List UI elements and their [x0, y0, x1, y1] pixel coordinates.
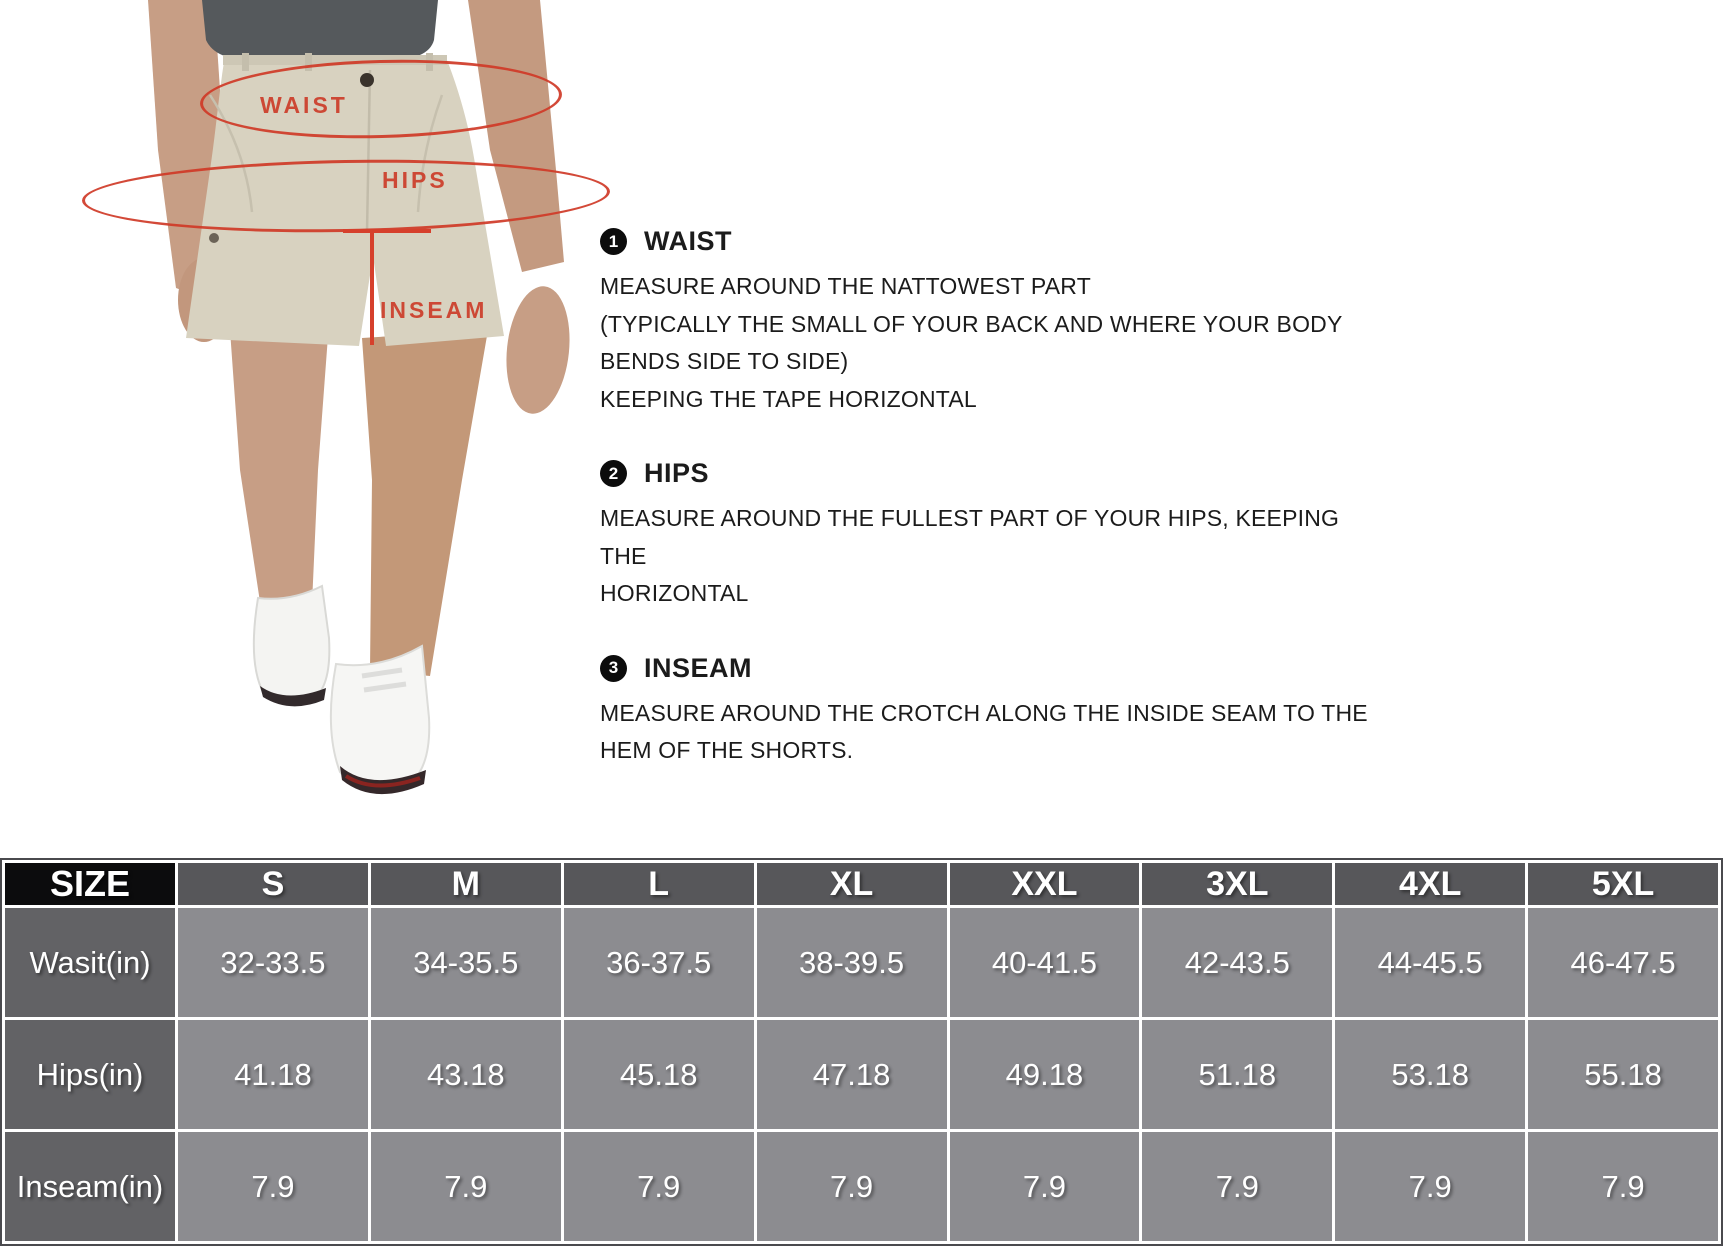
instruction-line: MEASURE AROUND THE FULLEST PART OF YOUR HIPS, KEEPING THE — [600, 505, 1340, 569]
hips-value: 53.18 — [1335, 1020, 1525, 1129]
instruction-hips-title: HIPS — [644, 458, 710, 488]
waist-photo-label: WAIST — [260, 92, 348, 118]
column-header-s: S — [178, 863, 368, 905]
measurement-instructions — [600, 226, 1370, 810]
instruction-line: (TYPICALLY THE SMALL OF YOUR BACK AND WHERE YOUR BODY — [600, 310, 1343, 337]
inseam-value: 7.9 — [564, 1132, 754, 1241]
instruction-line: BENDS SIDE TO SIDE) — [600, 348, 849, 374]
instruction-line: MEASURE AROUND THE CROTCH ALONG THE INSIDE SEAM TO THE — [600, 699, 1368, 726]
product-photo — [130, 0, 600, 800]
instruction-waist — [600, 226, 1370, 418]
step-1-badge: 1 — [600, 228, 627, 255]
row-label-waist: Wasit(in) — [5, 908, 175, 1017]
waist-value: 42-43.5 — [1142, 908, 1332, 1017]
shirt — [202, 0, 438, 60]
row-label-inseam: Inseam(in) — [5, 1132, 175, 1241]
column-header-3xl: 3XL — [1142, 863, 1332, 905]
instruction-inseam-title: INSEAM — [644, 652, 753, 683]
instruction-line: MEASURE AROUND THE NATTOWEST PART — [600, 273, 1091, 299]
instruction-line: HORIZONTAL — [600, 580, 749, 606]
hips-value: 47.18 — [757, 1020, 947, 1129]
hips-value: 55.18 — [1528, 1020, 1718, 1129]
instruction-inseam — [600, 653, 1370, 770]
hips-value: 41.18 — [178, 1020, 368, 1129]
size-chart — [0, 858, 1723, 1246]
waist-value: 40-41.5 — [950, 908, 1140, 1017]
waist-value: 38-39.5 — [757, 908, 947, 1017]
inseam-measure-line — [370, 231, 374, 345]
inseam-value: 7.9 — [1335, 1132, 1525, 1241]
row-label-hips: Hips(in) — [5, 1020, 175, 1129]
column-header-xl: XL — [757, 863, 947, 905]
column-header-5xl: 5XL — [1528, 863, 1718, 905]
waist-value: 32-33.5 — [178, 908, 368, 1017]
size-chart-table — [2, 860, 1721, 1244]
column-header-l: L — [564, 863, 754, 905]
instruction-waist-title: WAIST — [644, 226, 732, 256]
hips-value: 45.18 — [564, 1020, 754, 1129]
step-2-badge: 2 — [600, 460, 627, 487]
inseam-value: 7.9 — [1528, 1132, 1718, 1241]
column-header-m: M — [371, 863, 561, 905]
inseam-value: 7.9 — [757, 1132, 947, 1241]
hips-photo-label: HIPS — [382, 167, 448, 193]
hips-value: 43.18 — [371, 1020, 561, 1129]
hips-value: 49.18 — [950, 1020, 1140, 1129]
inseam-value: 7.9 — [950, 1132, 1140, 1241]
waist-value: 44-45.5 — [1335, 908, 1525, 1017]
inseam-measure-tick — [343, 229, 431, 233]
waist-value: 34-35.5 — [371, 908, 561, 1017]
belt-loop — [242, 53, 249, 71]
waist-value: 36-37.5 — [564, 908, 754, 1017]
inseam-value: 7.9 — [1142, 1132, 1332, 1241]
waist-value: 46-47.5 — [1528, 908, 1718, 1017]
column-header-xxl: XXL — [950, 863, 1140, 905]
table-row-waist — [5, 908, 1718, 1017]
left-leg — [230, 330, 328, 604]
column-header-4xl: 4XL — [1335, 863, 1525, 905]
step-3-badge: 3 — [600, 655, 627, 682]
instruction-line: HEM OF THE SHORTS. — [600, 737, 854, 763]
inseam-value: 7.9 — [178, 1132, 368, 1241]
instruction-line: KEEPING THE TAPE HORIZONTAL — [600, 385, 977, 412]
inseam-photo-label: INSEAM — [380, 297, 488, 323]
hips-value: 51.18 — [1142, 1020, 1332, 1129]
header-row — [5, 863, 1718, 905]
right-leg — [362, 330, 488, 676]
front-shoe — [331, 646, 429, 792]
table-row-inseam — [5, 1132, 1718, 1241]
inseam-value: 7.9 — [371, 1132, 561, 1241]
size-column-header: SIZE — [5, 863, 175, 905]
back-shoe — [254, 586, 330, 704]
right-hand — [500, 283, 575, 417]
table-row-hips — [5, 1020, 1718, 1129]
instruction-hips — [600, 458, 1370, 613]
zipper-pull — [209, 233, 219, 243]
